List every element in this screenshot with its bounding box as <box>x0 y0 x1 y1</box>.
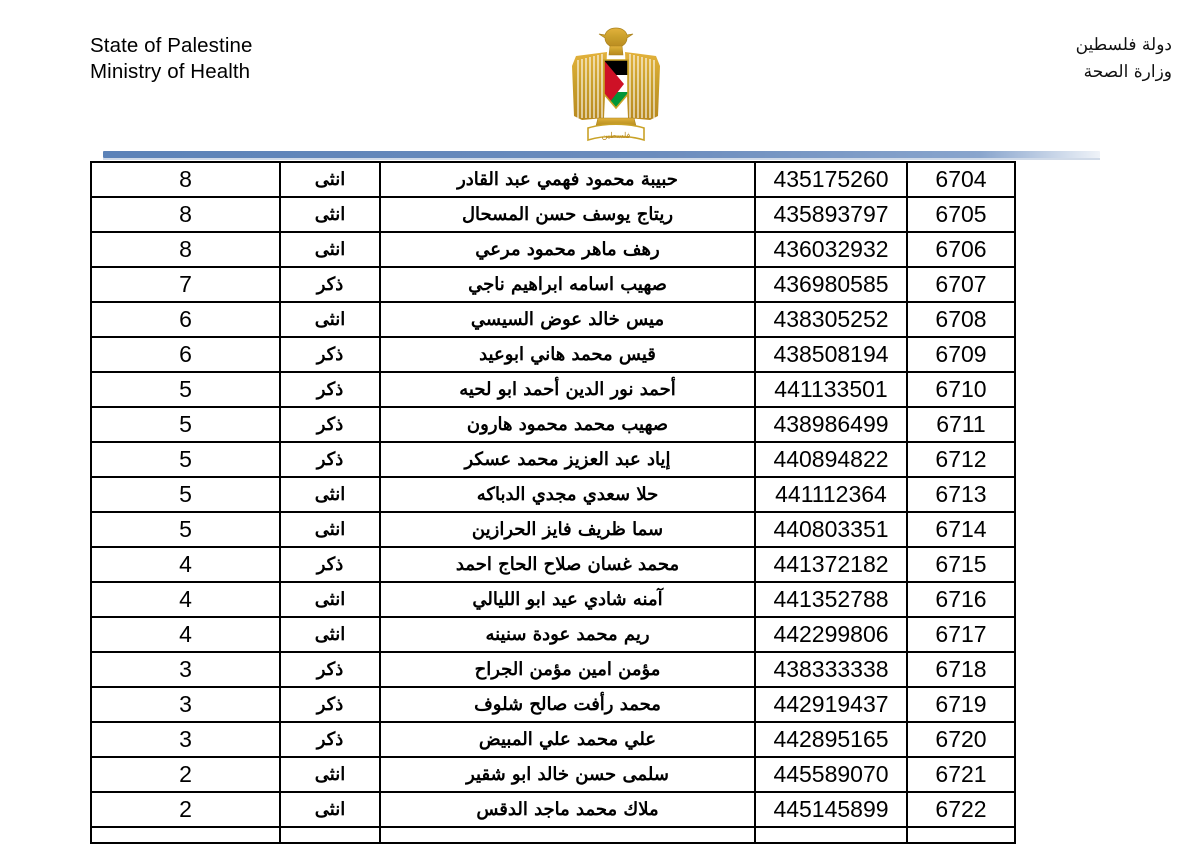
cell-age: 5 <box>91 442 280 477</box>
cell-age: 8 <box>91 197 280 232</box>
cell-index: 6721 <box>907 757 1015 792</box>
table-row <box>91 652 1015 687</box>
cell-full-name: علي محمد علي المبيض <box>380 722 755 757</box>
records-table-container <box>90 161 1014 844</box>
cell-clipped <box>755 827 907 843</box>
cell-full-name: إياد عبد العزيز محمد عسكر <box>380 442 755 477</box>
cell-id-number: 441112364 <box>755 477 907 512</box>
cell-age: 2 <box>91 757 280 792</box>
cell-id-number: 438508194 <box>755 337 907 372</box>
cell-full-name: مؤمن امين مؤمن الجراح <box>380 652 755 687</box>
cell-gender: انثى <box>280 582 380 617</box>
cell-index: 6722 <box>907 792 1015 827</box>
cell-clipped <box>907 827 1015 843</box>
cell-age: 5 <box>91 407 280 442</box>
cell-index: 6704 <box>907 162 1015 197</box>
cell-full-name: ميس خالد عوض السيسي <box>380 302 755 337</box>
cell-index: 6713 <box>907 477 1015 512</box>
cell-age: 2 <box>91 792 280 827</box>
table-row <box>91 337 1015 372</box>
table-row <box>91 267 1015 302</box>
cell-index: 6711 <box>907 407 1015 442</box>
cell-gender: ذكر <box>280 372 380 407</box>
cell-full-name: سلمى حسن خالد ابو شقير <box>380 757 755 792</box>
header-english <box>90 33 253 85</box>
cell-gender: انثى <box>280 302 380 337</box>
table-row <box>91 547 1015 582</box>
records-table <box>90 161 1016 844</box>
palestine-coat-of-arms-icon <box>566 22 666 150</box>
header-arabic-line2: وزارة الصحة <box>1083 62 1172 82</box>
cell-id-number: 445589070 <box>755 757 907 792</box>
cell-index: 6716 <box>907 582 1015 617</box>
cell-age: 3 <box>91 722 280 757</box>
cell-age: 4 <box>91 547 280 582</box>
table-row <box>91 162 1015 197</box>
cell-age: 6 <box>91 337 280 372</box>
cell-full-name: أحمد نور الدين أحمد ابو لحيه <box>380 372 755 407</box>
cell-gender: انثى <box>280 757 380 792</box>
cell-id-number: 441133501 <box>755 372 907 407</box>
cell-index: 6718 <box>907 652 1015 687</box>
cell-index: 6709 <box>907 337 1015 372</box>
cell-full-name: ريتاج يوسف حسن المسحال <box>380 197 755 232</box>
cell-index: 6715 <box>907 547 1015 582</box>
cell-full-name: ريم محمد عودة سنينه <box>380 617 755 652</box>
cell-gender: ذكر <box>280 442 380 477</box>
cell-gender: ذكر <box>280 547 380 582</box>
cell-gender: ذكر <box>280 722 380 757</box>
table-row <box>91 617 1015 652</box>
cell-index: 6705 <box>907 197 1015 232</box>
cell-id-number: 438305252 <box>755 302 907 337</box>
header-divider <box>103 151 1100 158</box>
cell-full-name: رهف ماهر محمود مرعي <box>380 232 755 267</box>
cell-full-name: حلا سعدي مجدي الدباكه <box>380 477 755 512</box>
page-header <box>0 0 1200 150</box>
cell-age: 7 <box>91 267 280 302</box>
table-row <box>91 442 1015 477</box>
cell-index: 6708 <box>907 302 1015 337</box>
cell-id-number: 442895165 <box>755 722 907 757</box>
cell-gender: انثى <box>280 162 380 197</box>
cell-age: 6 <box>91 302 280 337</box>
table-row <box>91 232 1015 267</box>
cell-gender: انثى <box>280 232 380 267</box>
cell-id-number: 441352788 <box>755 582 907 617</box>
cell-full-name: محمد غسان صلاح الحاج احمد <box>380 547 755 582</box>
cell-full-name: آمنه شادي عيد ابو الليالي <box>380 582 755 617</box>
cell-gender: ذكر <box>280 687 380 722</box>
cell-gender: انثى <box>280 477 380 512</box>
table-row <box>91 302 1015 337</box>
cell-id-number: 445145899 <box>755 792 907 827</box>
table-row <box>91 757 1015 792</box>
cell-id-number: 438333338 <box>755 652 907 687</box>
cell-age: 5 <box>91 477 280 512</box>
cell-age: 3 <box>91 687 280 722</box>
cell-id-number: 441372182 <box>755 547 907 582</box>
table-row <box>91 687 1015 722</box>
emblem-caption: فلسطين <box>601 131 631 140</box>
cell-clipped <box>91 827 280 843</box>
header-english-line1: State of Palestine <box>90 34 253 57</box>
cell-full-name: محمد رأفت صالح شلوف <box>380 687 755 722</box>
cell-age: 4 <box>91 582 280 617</box>
table-row <box>91 407 1015 442</box>
cell-age: 4 <box>91 617 280 652</box>
table-row <box>91 477 1015 512</box>
cell-full-name: حبيبة محمود فهمي عبد القادر <box>380 162 755 197</box>
cell-full-name: قيس محمد هاني ابوعيد <box>380 337 755 372</box>
table-row <box>91 372 1015 407</box>
cell-index: 6710 <box>907 372 1015 407</box>
cell-gender: انثى <box>280 512 380 547</box>
cell-gender: ذكر <box>280 337 380 372</box>
cell-index: 6719 <box>907 687 1015 722</box>
table-row <box>91 582 1015 617</box>
cell-gender: انثى <box>280 197 380 232</box>
cell-age: 5 <box>91 512 280 547</box>
cell-full-name: ملاك محمد ماجد الدقس <box>380 792 755 827</box>
header-arabic-line1: دولة فلسطين <box>1075 35 1172 55</box>
cell-id-number: 436032932 <box>755 232 907 267</box>
cell-gender: انثى <box>280 617 380 652</box>
cell-id-number: 435893797 <box>755 197 907 232</box>
cell-age: 8 <box>91 232 280 267</box>
cell-id-number: 436980585 <box>755 267 907 302</box>
table-row <box>91 512 1015 547</box>
header-arabic <box>1076 32 1172 86</box>
cell-index: 6707 <box>907 267 1015 302</box>
cell-index: 6717 <box>907 617 1015 652</box>
cell-id-number: 442299806 <box>755 617 907 652</box>
cell-id-number: 440803351 <box>755 512 907 547</box>
table-row <box>91 197 1015 232</box>
cell-gender: انثى <box>280 792 380 827</box>
header-english-line2: Ministry of Health <box>90 60 251 83</box>
cell-age: 8 <box>91 162 280 197</box>
table-row <box>91 722 1015 757</box>
cell-index: 6712 <box>907 442 1015 477</box>
cell-age: 3 <box>91 652 280 687</box>
cell-id-number: 438986499 <box>755 407 907 442</box>
cell-age: 5 <box>91 372 280 407</box>
table-row-partial <box>91 827 1015 843</box>
cell-id-number: 440894822 <box>755 442 907 477</box>
table-row <box>91 792 1015 827</box>
cell-id-number: 442919437 <box>755 687 907 722</box>
cell-gender: ذكر <box>280 267 380 302</box>
cell-full-name: صهيب محمد محمود هارون <box>380 407 755 442</box>
cell-full-name: صهيب اسامه ابراهيم ناجي <box>380 267 755 302</box>
cell-gender: ذكر <box>280 652 380 687</box>
cell-index: 6714 <box>907 512 1015 547</box>
cell-index: 6720 <box>907 722 1015 757</box>
cell-gender: ذكر <box>280 407 380 442</box>
cell-clipped <box>380 827 755 843</box>
records-table-body <box>91 162 1015 843</box>
cell-index: 6706 <box>907 232 1015 267</box>
cell-clipped <box>280 827 380 843</box>
cell-id-number: 435175260 <box>755 162 907 197</box>
cell-full-name: سما ظريف فايز الحرازين <box>380 512 755 547</box>
